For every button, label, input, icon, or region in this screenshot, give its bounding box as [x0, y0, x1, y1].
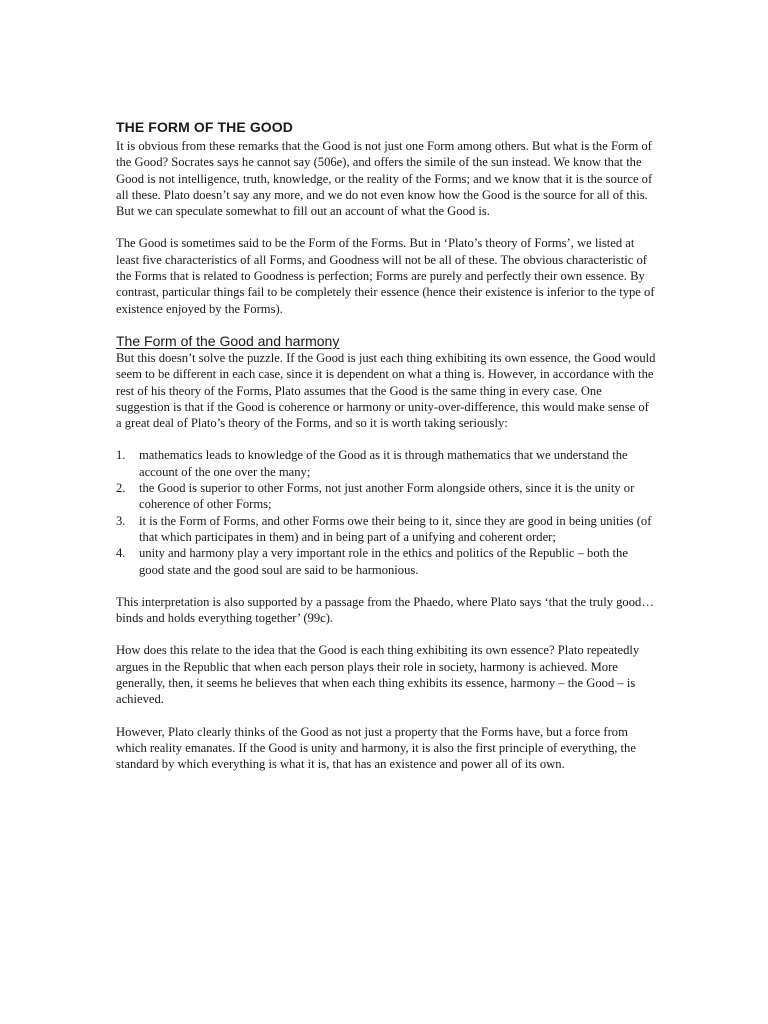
- list-item-number: 3.: [116, 513, 126, 528]
- list-item-text: the Good is superior to other Forms, not just another Form alongside others, since it is the unity or coherence of other Forms;: [139, 481, 635, 512]
- document-page: [116, 118, 656, 789]
- list-item-number: 2.: [116, 481, 126, 496]
- list-item: [116, 513, 656, 546]
- forms-paragraph: The Good is sometimes said to be the Form of the Forms. But in ‘Plato’s theory of Forms’, we listed at least five characteristics of all Forms, and Goodness will not be all of these. The obvious characteristic of the Forms that is related to Goodness is perfection; Forms are purely and perfectly their own essence. By contrast, particular things fail to be completely their essence (hence their existence is inferior to the type of existence enjoyed by the Forms).: [116, 236, 655, 316]
- intro-paragraph: It is obvious from these remarks that the Good is not just one Form among others. But what is the Form of the Good? Socrates says he cannot say (506e), and offers the simile of the sun instead. We know that the Good is not intelligence, truth, knowledge, or the reality of the Forms; and we know that it is the source of all these. Plato doesn’t say any more, and we do not even know how the Good is the source for all of this. But we can speculate somewhat to fill out an account of what the Good is.: [116, 139, 653, 219]
- harmony-intro-paragraph: But this doesn’t solve the puzzle. If the Good is just each thing exhibiting its own essence, the Good would seem to be different in each case, since it is dependent on what a thing is. However, in accordance with the rest of his theory of the Forms, Plato assumes that the Good is the same thing in every case. One suggestion is that if the Good is coherence or harmony or unity-over-difference, this would make sense of a great deal of Plato’s theory of the Forms, and so it is worth taking seriously:: [116, 350, 656, 431]
- phaedo-paragraph: This interpretation is also supported by a passage from the Phaedo, where Plato says ‘that the truly good… binds and holds everything together’ (99c).: [116, 594, 654, 626]
- list-item-number: 4.: [116, 546, 126, 561]
- list-item: [116, 480, 656, 513]
- list-item: [116, 447, 656, 480]
- list-item-text: it is the Form of Forms, and other Forms owe their being to it, since they are good in being unities (of that which participates in them) and in being part of a unifying and coherent order;: [139, 513, 652, 544]
- essence-paragraph: How does this relate to the idea that the Good is each thing exhibiting its own essence? Plato repeatedly argues in the Republic that when each person plays their role in society, harmony is achieved. More generally, then, it seems he believes that when each thing exhibits its essence, harmony – the Good – is achieved.: [116, 643, 640, 707]
- section-heading: The Form of the Good and harmony: [116, 332, 340, 349]
- list-item-text: mathematics leads to knowledge of the Good as it is through mathematics that we understand the account of the one over the many;: [139, 448, 628, 479]
- list-item: [116, 545, 656, 578]
- numbered-list: [116, 447, 656, 577]
- page-title: THE FORM OF THE GOOD: [116, 119, 293, 135]
- list-item-text: unity and harmony play a very important role in the ethics and politics of the Republic – both the good state and the good soul are said to be harmonious.: [139, 546, 628, 577]
- first-principle-paragraph: However, Plato clearly thinks of the Good as not just a property that the Forms have, but a force from which reality emanates. If the Good is unity and harmony, it is also the first principle of everything, the standard by which everything is what it is, that has an existence and power all of its own.: [116, 724, 636, 772]
- list-item-number: 1.: [116, 448, 126, 463]
